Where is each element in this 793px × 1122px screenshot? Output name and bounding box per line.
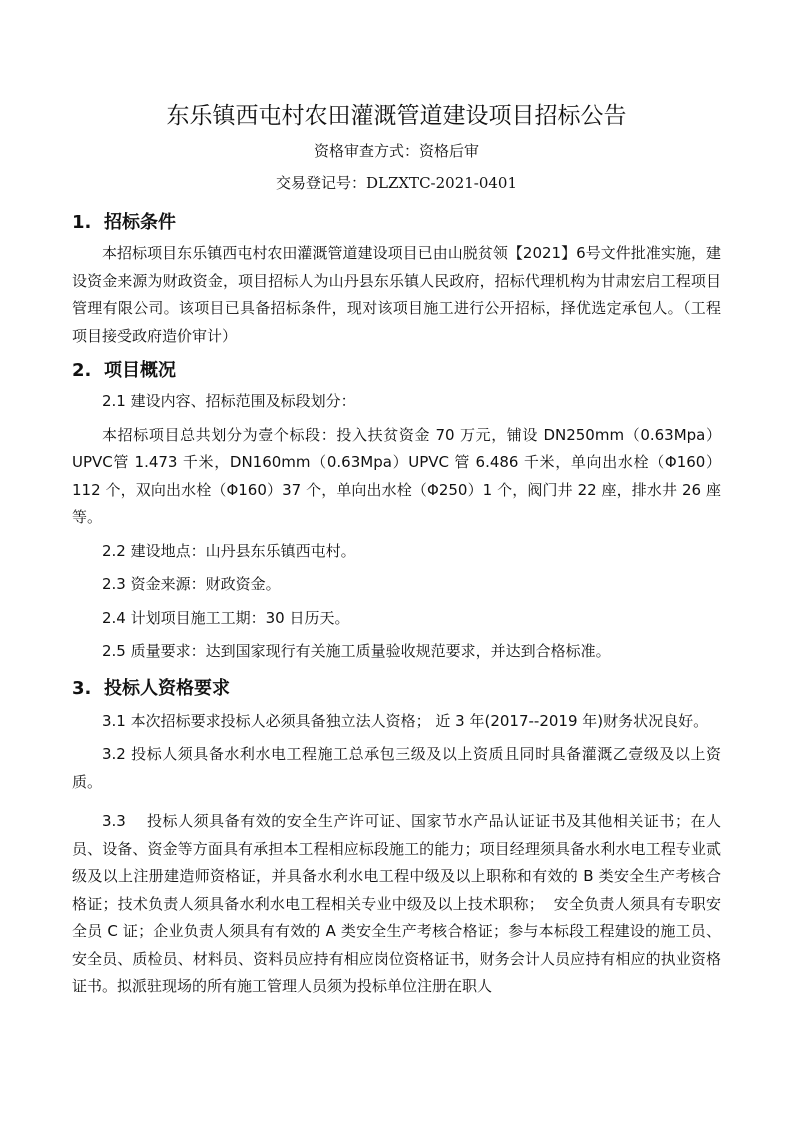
paragraph: 2.4 计划项目施工工期：30 日历天。 <box>102 608 350 627</box>
paragraph: 3.3 投标人须具备有效的安全生产许可证、国家节水产品认证证书及其他相关证书；在人员、设备、资金等方面具有承担本工程相应标段施工的能力；项目经理须具备水利水电工程专业贰级及以上注册建造师资格证，并具备水利水电工程中级及以上职称和有效的 B 类安全生产考核合格证；技术负责人须具备水利水电工程相关专业中级及以上技术职称； 安全负责人须具有专职安全员 C 证；企业负责人须具有有效的 A 类安全生产考核合格证；参与本标段工程建设的施工员、安全员、质检员、材料员、资料员应持有相应岗位资格证书，财务会计人员应持有相应的执业资格证书。拟派驻现场的所有施工管理人员须为投标单位注册在职人 <box>72 812 721 995</box>
section-tender-conditions <box>72 210 721 350</box>
document-title: 东乐镇西屯村农田灌溉管道建设项目招标公告 <box>166 103 627 129</box>
review-method: 资格审查方式：资格后审 <box>313 142 479 160</box>
section-heading <box>72 358 721 384</box>
section-heading <box>72 210 721 236</box>
registration-number: 交易登记号：DLZXTC-2021-0401 <box>275 174 518 192</box>
paragraph: 本招标项目总共划分为壹个标段：投入扶贫资金 70 万元，铺设 DN250mm（0.63Mpa）UPVC管 1.473 千米，DN160mm（0.63Mpa）UPVC 管 6.486 千米，单向出水栓（Φ160）112 个，双向出水栓（Φ160）37 个，单向出水栓（Φ250）1 个，阀门井 22 座，排水井 26 座等。 <box>72 425 721 526</box>
section-number: 1. <box>72 212 92 233</box>
section-title: 投标人资格要求 <box>104 677 230 699</box>
paragraph: 本招标项目东乐镇西屯村农田灌溉管道建设项目已由山脱贫领【2021】6号文件批准实施，建设资金来源为财政资金，项目招标人为山丹县东乐镇人民政府，招标代理机构为甘肃宏启工程项目管理有限公司。该项目已具备招标条件，现对该项目施工进行公开招标，择优选定承包人。（工程项目接受政府造价审计） <box>72 244 721 345</box>
paragraph: 3.2 投标人须具备水利水电工程施工总承包三级及以上资质且同时具备灌溉乙壹级及以上资质。 <box>72 745 721 791</box>
section-number: 2. <box>72 360 92 381</box>
section-title: 项目概况 <box>104 360 176 381</box>
section-title: 招标条件 <box>104 212 176 233</box>
paragraph: 2.2 建设地点：山丹县东乐镇西屯村。 <box>102 541 356 560</box>
section-bidder-qualifications <box>72 676 721 1001</box>
section-project-overview <box>72 358 721 666</box>
paragraph: 2.1 建设内容、招标范围及标段划分： <box>102 392 356 410</box>
paragraph: 2.5 质量要求：达到国家现行有关施工质量验收规范要求，并达到合格标准。 <box>102 642 611 660</box>
section-number: 3. <box>72 677 92 699</box>
paragraph: 3.1 本次招标要求投标人必须具备独立法人资格； 近 3 年(2017--2019 年)财务状况良好。 <box>102 711 709 730</box>
section-heading <box>72 676 721 702</box>
paragraph: 2.3 资金来源：财政资金。 <box>102 575 281 593</box>
